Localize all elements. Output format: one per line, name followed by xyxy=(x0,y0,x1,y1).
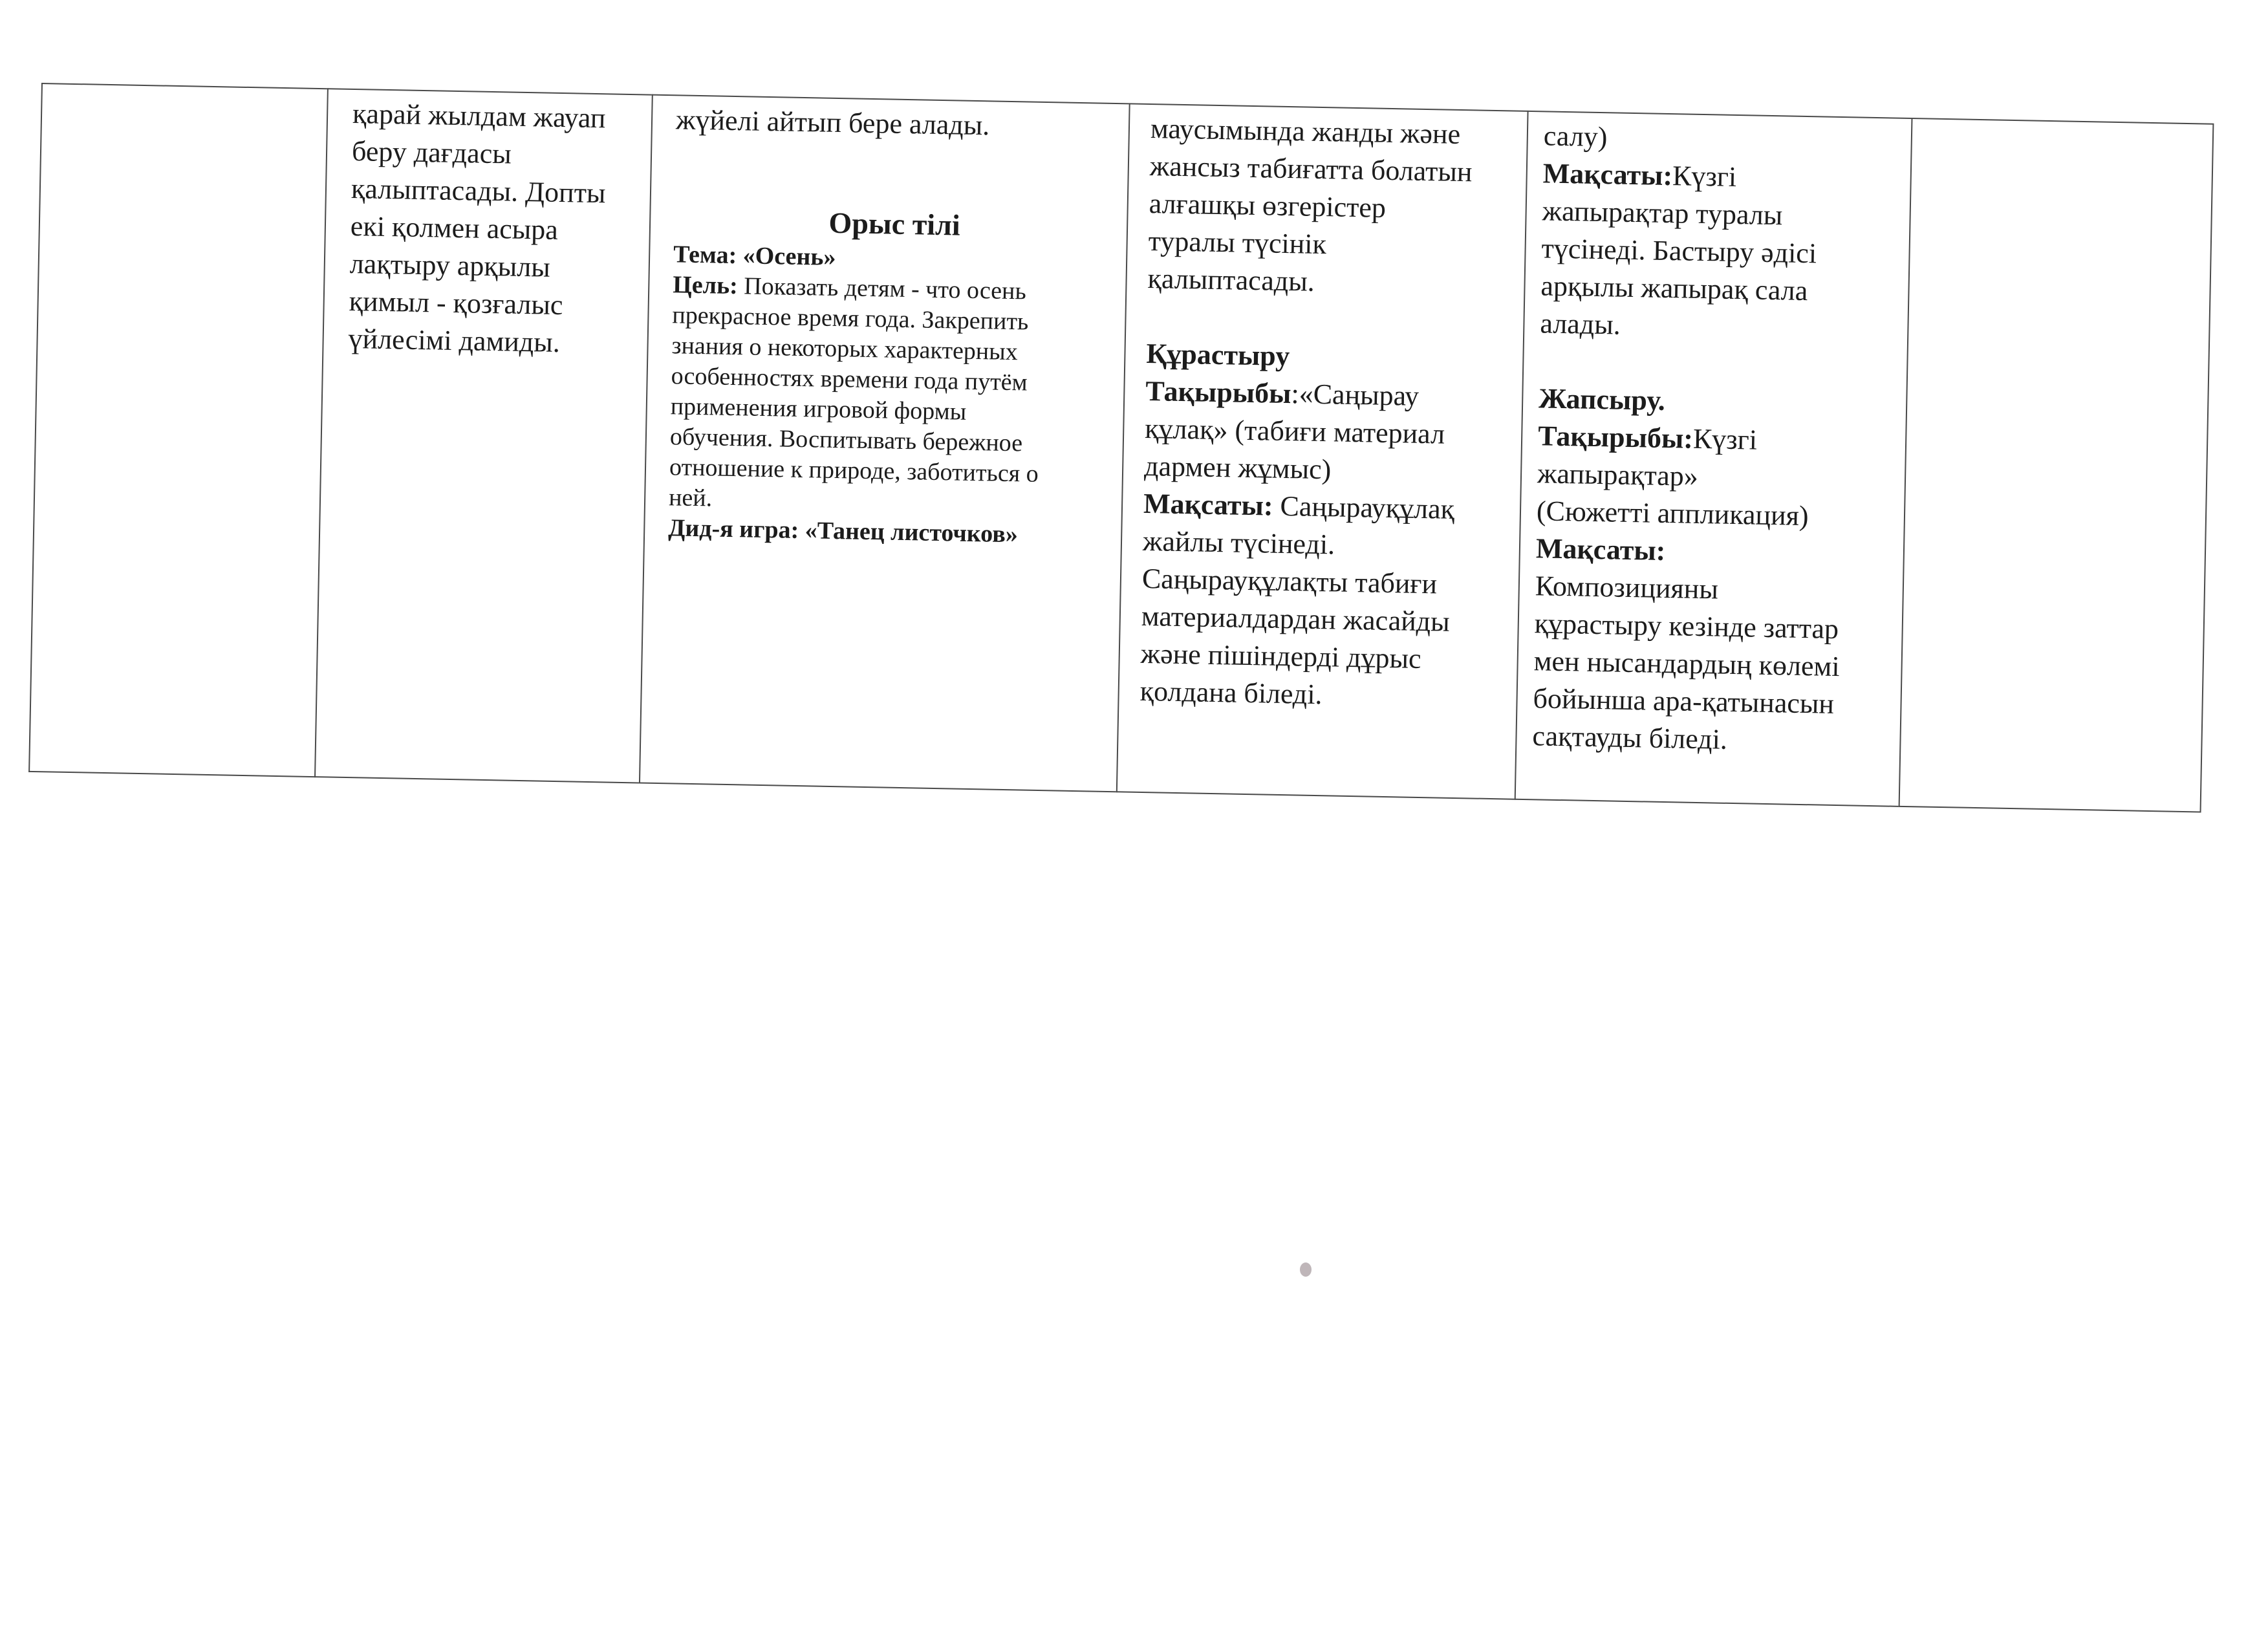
text-line: арқылы жапырақ сала xyxy=(1540,270,1808,307)
plan-table xyxy=(28,83,2214,813)
table-cell-applique xyxy=(1515,111,1912,807)
goal-text: Саңырауқұлақ xyxy=(1273,490,1455,525)
topic-label: Тақырыбы xyxy=(1145,374,1291,410)
text-line: отношение к природе, заботиться о xyxy=(669,453,1039,488)
goal-label: Мақсаты: xyxy=(1542,157,1673,192)
section-heading xyxy=(1539,380,1895,424)
goal-text: Показать детям - что осень xyxy=(737,272,1027,305)
text-line: қимыл - қозғалыс xyxy=(349,285,563,321)
text-line: применения игровой формы xyxy=(670,393,967,426)
table-cell-empty-right xyxy=(1899,118,2214,813)
text-line: жайлы түсінеді. xyxy=(1142,525,1335,561)
text-line: құлақ» (табиғи материал xyxy=(1144,412,1445,450)
text-line: жапырақтар туралы xyxy=(1542,195,1783,232)
scan-speck xyxy=(1300,1262,1312,1277)
table-cell-construction xyxy=(1116,103,1528,799)
text-line: лақтыру арқылы xyxy=(349,247,551,283)
goal-label: Цель: xyxy=(672,271,739,300)
text-line: дармен жұмыс) xyxy=(1143,449,1332,486)
goal-line xyxy=(1143,485,1509,530)
topic-label: Тема: «Осень» xyxy=(673,241,836,271)
text-line: жапырақтар» xyxy=(1537,457,1699,492)
topic-text: Күзгі xyxy=(1692,422,1758,456)
text-line: материалдардан жасайды xyxy=(1141,600,1451,638)
text-line: знания о некоторых характерных xyxy=(671,332,1019,366)
topic-text: :«Саңырау xyxy=(1291,378,1420,412)
table-cell-physical-education xyxy=(314,88,652,783)
section-heading xyxy=(1146,335,1511,380)
text-line: прекрасное время года. Закрепить xyxy=(672,301,1029,336)
text-line: және пішіндерді дұрыс xyxy=(1140,637,1422,675)
text-line: Саңырауқұлақты табиғи xyxy=(1141,562,1438,600)
goal-line xyxy=(1535,530,1892,574)
text-line: туралы түсінік xyxy=(1148,225,1327,261)
text-line: обучения. Воспитывать бережное xyxy=(669,423,1023,457)
topic-label: Тақырыбы: xyxy=(1537,420,1694,455)
text-line: қалыптасады. Допты xyxy=(351,172,606,210)
goal-text: Күзгі xyxy=(1672,160,1737,193)
text-line: екі қолмен асыра xyxy=(350,210,559,246)
text-line: маусымында жанды және xyxy=(1150,113,1461,150)
text-line: мен нысандардың көлемі xyxy=(1533,645,1841,683)
text-line: жүйелі айтып бере алады. xyxy=(675,103,990,142)
table-cell-empty-left xyxy=(28,83,327,777)
heading-text: Жапсыру. xyxy=(1538,382,1666,417)
game-label: Дид-я игра: «Танец листочков» xyxy=(667,514,1019,548)
text-line: қолдана біледі. xyxy=(1139,675,1323,711)
text-line: түсінеді. Бастыру әдісі xyxy=(1541,232,1817,270)
text-line: ней. xyxy=(668,484,713,512)
text-line: қарай жылдам жауап xyxy=(352,97,606,135)
goal-line xyxy=(1542,155,1899,199)
text-line: особенностях времени года путём xyxy=(671,362,1028,396)
text-line: жансыз табиғатта болатын xyxy=(1149,150,1473,188)
text-line: алғашқы өзгерістер xyxy=(1149,188,1387,224)
text-line: (Сюжетті аппликация) xyxy=(1536,495,1809,532)
text-line: беру дағдасы xyxy=(351,135,512,170)
topic-line xyxy=(1538,417,1894,461)
text-line: құрастыру кезінде заттар xyxy=(1534,607,1839,645)
text-line: салу) xyxy=(1543,120,1608,153)
topic-line xyxy=(1145,373,1511,417)
text-line: алады. xyxy=(1540,307,1621,341)
section-heading: Орыс тілі xyxy=(828,206,961,242)
text-line: сақтауды біледі. xyxy=(1532,720,1728,755)
text-line: қалыптасады. xyxy=(1147,263,1315,298)
text-line: бойынша ара-қатынасын xyxy=(1533,682,1835,720)
text-line: үйлесімі дамиды. xyxy=(348,322,561,359)
goal-label: Мақсаты: xyxy=(1143,487,1274,522)
table-cell-russian-language xyxy=(639,94,1129,793)
goal-label: Мақсаты: xyxy=(1535,532,1666,567)
heading-text: Құрастыру xyxy=(1146,337,1290,373)
text-line: Композицияны xyxy=(1535,570,1719,605)
